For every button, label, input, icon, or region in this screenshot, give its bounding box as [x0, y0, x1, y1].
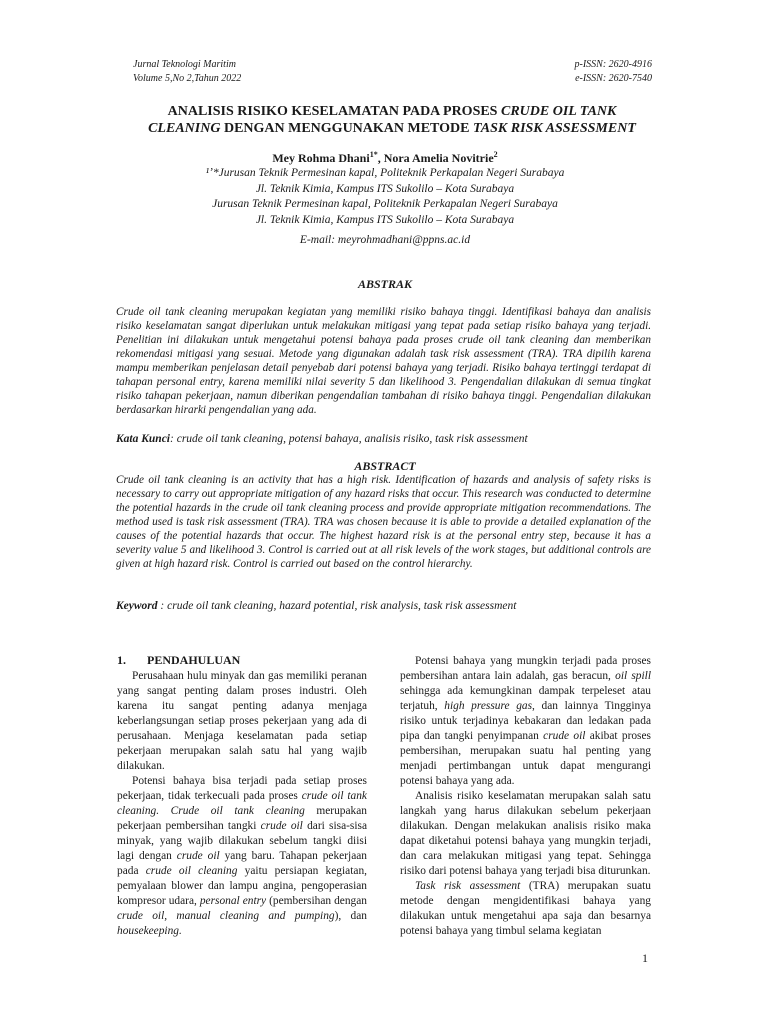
affiliations [100, 166, 670, 228]
text-run: , dan lainnya Tingginya risiko untuk terjadinya kebakaran dan ledakan pada pipa dan tangki penyimpanan [400, 700, 651, 742]
abstract-heading: ABSTRACT [354, 459, 416, 473]
title-part3: CLEANING [148, 121, 221, 136]
abstrak-heading: ABSTRAK [357, 277, 413, 291]
affiliation-line: Jl. Teknik Kimia, Kampus ITS Sukolilo – Kota Surabaya [255, 182, 515, 195]
kata-kunci-text: : crude oil tank cleaning, potensi bahaya, analisis risiko, task risk assessment [170, 433, 528, 445]
text-run: crude oil cleaning [145, 865, 238, 877]
paragraph: Analisis risiko keselamatan merupakan salah satu langkah yang harus dilakukan sebelum pekerjaan dilakukan. Dengan melakukan analisis risiko maka dapat diketahui potensi bahaya yang mungkin terjadi, dan cara melakukan mitigasi yang tepat. Sehingga risiko dari potensi bahaya yang terjadi bisa diturunkan. [400, 790, 651, 877]
section-title: PENDAHULUAN [147, 653, 241, 667]
page-number: 1 [642, 951, 648, 965]
keyword-label: Keyword [116, 600, 158, 612]
keyword-text: : crude oil tank cleaning, hazard potential, risk analysis, task risk assessment [157, 600, 517, 612]
author2-sup: 2 [493, 150, 498, 159]
authors [100, 150, 670, 166]
kata-kunci-label: Kata Kunci [116, 433, 171, 445]
text-run: Potensi bahaya yang mungkin terjadi pada proses pembersihan antara lain adalah, gas beracun, [400, 655, 651, 682]
section-number: 1. [117, 653, 126, 667]
text-run: Potensi bahaya bisa terjadi pada setiap proses pekerjaan, tidak terkecuali pada proses [117, 775, 367, 802]
section-heading [117, 653, 240, 668]
journal-volume: Volume 5,No 2,Tahun 2022 [133, 73, 242, 84]
text-run: crude oil tank cleaning. Crude oil tank cleaning [117, 790, 367, 817]
author1-sup: 1* [369, 150, 378, 159]
text-run: (pembersihan dengan [266, 895, 367, 907]
paragraph [117, 774, 367, 939]
journal-info [133, 58, 241, 86]
email: E-mail: meyrohmadhani@ppns.ac.id [299, 234, 471, 246]
text-run: housekeeping. [117, 925, 182, 937]
title-part5: TASK RISK ASSESSMENT [472, 121, 636, 136]
author-sep: , [377, 151, 384, 165]
text-run: oil spill [615, 670, 651, 682]
title-part1: ANALISIS RISIKO KESELAMATAN PADA PROSES [167, 104, 501, 119]
issn-info [575, 58, 653, 86]
text-run: Task risk assessment [415, 880, 521, 892]
paragraph: Perusahaan hulu minyak dan gas memiliki peranan yang sangat penting dalam proses industri. Oleh karena itu sangat penting adanya menjaga keberlangsungan setiap proses pekerjaan yang ada di perusahaan. Menjaga keselamatan pada setiap pekerjaan merupakan salah satu hal yang wajib dilakukan. [117, 670, 367, 772]
journal-name: Jurnal Teknologi Maritim [133, 59, 236, 70]
text-run: yang baru. Tahapan pekerjaan pada [117, 850, 367, 877]
text-run: dari sisa-sisa minyak, yang wajib dilakukan sebelum tangki diisi lagi dengan [117, 820, 368, 862]
keyword [116, 599, 651, 613]
text-run: sehingga ada kemungkinan dampak terpeleset atau terjatuh, [400, 685, 651, 712]
text-run: crude oil, manual cleaning and pumping [117, 910, 335, 922]
text-run: high pressure gas [444, 700, 533, 712]
abstract-text: Crude oil tank cleaning is an activity that has a high risk. Identification of hazards and analysis of safety risks is necessary to carry out appropriate mitigation of any hazard risks that occur. This research was conducted to determine the potential hazards in the crude oil tank cleaning process and provide appropriate mitigation recommendations. The method used is task risk assessment (TRA). TRA was chosen because it is able to provide a detailed explanation of the causes of the potential hazards that occur. The highest hazard risk is at the personal entry step, because it has a severity value 5 and likelihood 3. Control is carried out at all risk levels of the work stages, but additional controls are given at high hazard risk. Control is carried out based on the control hierarchy. [116, 474, 651, 570]
left-column [117, 669, 367, 939]
eissn: e-ISSN: 2620-7540 [575, 73, 652, 84]
paragraph [400, 654, 651, 789]
author2: Nora Amelia Novitrie [383, 151, 494, 165]
title-part2: CRUDE OIL TANK [500, 104, 617, 119]
paper-title [112, 103, 672, 137]
title-part4: DENGAN MENGGUNAKAN METODE [220, 121, 473, 136]
text-run: akibat proses pembersihan, merupakan suatu hal penting yang menjadi pertimbangan untuk dapat mengurangi potensi bahaya yang ada. [400, 730, 651, 787]
right-column [400, 654, 651, 939]
text-run: yaitu persiapan kegiatan, pemyalaan blower dan lampu angina, pengoperasian kompresor udara, [117, 865, 367, 907]
pissn: p-ISSN: 2620-4916 [574, 59, 652, 70]
text-run: personal entry [199, 895, 267, 907]
kata-kunci [116, 432, 651, 446]
affiliation-line: Jurusan Teknik Permesinan kapal, Politeknik Perkapalan Negeri Surabaya [212, 198, 558, 210]
author1: Mey Rohma Dhani [272, 151, 370, 165]
text-run: ), dan [334, 910, 367, 922]
text-run: (TRA) merupakan suatu metode dengan mengidentifikasi bahaya yang dilakukan untuk mengetahui apa saja dan besarnya potensi bahaya yang timbul selama kegiatan [400, 880, 651, 937]
paragraph [400, 879, 651, 939]
text-run: crude oil [543, 730, 586, 742]
text-run: crude oil [176, 850, 220, 862]
affiliation-line: Jl. Teknik Kimia, Kampus ITS Sukolilo – Kota Surabaya [255, 213, 515, 226]
text-run: crude oil [260, 820, 303, 832]
abstrak-text: Crude oil tank cleaning merupakan kegiatan yang memiliki risiko bahaya tinggi. Identifikasi bahaya dan analisis risiko keselamatan sangat diperlukan untuk melakukan mitigasi yang tepat pada setiap risiko bahaya yang terjadi. Penelitian ini dilakukan untuk mengetahui potensi bahaya pada proses crude oil tank cleaning dan memberikan rekomendasi mitigasi yang sesuai. Metode yang digunakan adalah task risk assessment (TRA). TRA dipilih karena mampu memberikan penjelasan detail penyebab dari potensi bahaya yang terjadi. Risiko bahaya tertinggi terdapat di tahapan personal entry, karena memiliki nilai severity 5 dan likelihood 3. Pengendalian dilakukan di semua tingkat risiko tahapan pekerjaan, namun diberikan pengendalian tambahan di risiko bahaya tinggi. Pengendalian dilakukan berdasarkan hirarki pengendalian yang ada. [116, 306, 651, 416]
affiliation-line: ¹ʼ*Jurusan Teknik Permesinan kapal, Politeknik Perkapalan Negeri Surabaya [205, 167, 565, 179]
text-run: merupakan pekerjaan pembersihan tangki [117, 805, 367, 832]
